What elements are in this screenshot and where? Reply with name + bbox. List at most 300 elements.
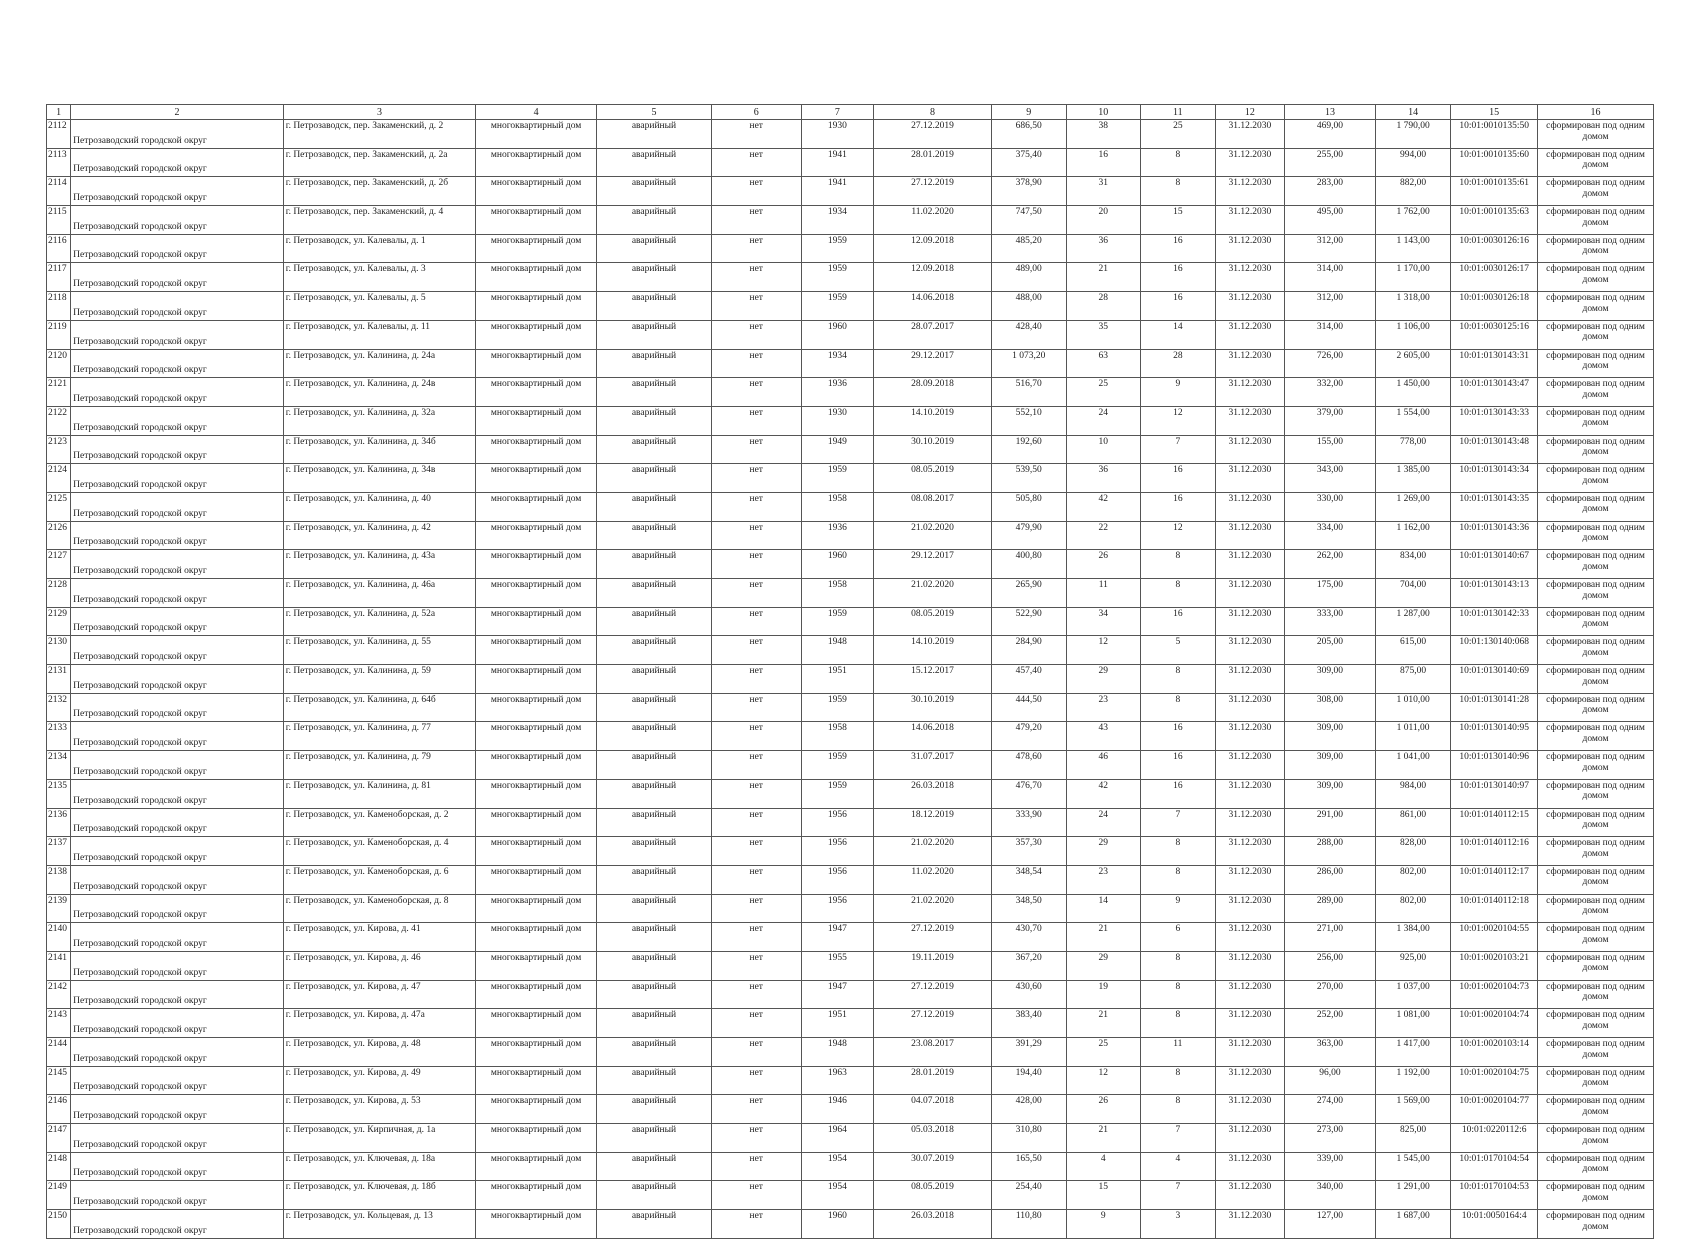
recognition-date-cell: 26.03.2018 <box>874 1210 992 1239</box>
condition-cell: аварийный <box>597 435 712 464</box>
land-status-cell: сформирован под одним домом <box>1538 923 1654 952</box>
municipality-cell: Петрозаводский городской округ <box>71 1181 284 1210</box>
land-status-cell: сформирован под одним домом <box>1538 607 1654 636</box>
row-number-cell: 2133 <box>47 722 71 751</box>
column-number-header: 3 <box>283 105 475 120</box>
deadline-cell: 31.12.2030 <box>1215 177 1285 206</box>
condition-cell: аварийный <box>597 779 712 808</box>
area-3-cell: 994,00 <box>1375 148 1451 177</box>
row-number-cell: 2142 <box>47 980 71 1009</box>
year-built-cell: 1960 <box>801 550 874 579</box>
column-number-header: 10 <box>1066 105 1141 120</box>
year-built-cell: 1959 <box>801 464 874 493</box>
flag-cell: нет <box>711 148 801 177</box>
address-cell: г. Петрозаводск, ул. Калевалы, д. 11 <box>283 320 475 349</box>
table-row <box>47 808 1654 837</box>
area-cell: 357,30 <box>991 837 1066 866</box>
municipality-cell: Петрозаводский городской округ <box>71 894 284 923</box>
cadastral-number-cell: 10:01:0130140:96 <box>1451 751 1538 780</box>
year-built-cell: 1949 <box>801 435 874 464</box>
area-3-cell: 1 143,00 <box>1375 234 1451 263</box>
building-type-cell: многоквартирный дом <box>476 1152 597 1181</box>
flag-cell: нет <box>711 808 801 837</box>
area-cell: 430,60 <box>991 980 1066 1009</box>
year-built-cell: 1930 <box>801 406 874 435</box>
building-type-cell: многоквартирный дом <box>476 808 597 837</box>
municipality-cell: Петрозаводский городской округ <box>71 951 284 980</box>
land-status-cell: сформирован под одним домом <box>1538 951 1654 980</box>
table-row <box>47 349 1654 378</box>
cadastral-number-cell: 10:01:0010135:63 <box>1451 206 1538 235</box>
area-3-cell: 1 790,00 <box>1375 120 1451 149</box>
recognition-date-cell: 08.08.2017 <box>874 492 992 521</box>
cadastral-number-cell: 10:01:0020103:21 <box>1451 951 1538 980</box>
building-type-cell: многоквартирный дом <box>476 865 597 894</box>
municipality-cell: Петрозаводский городской округ <box>71 406 284 435</box>
year-built-cell: 1946 <box>801 1095 874 1124</box>
building-type-cell: многоквартирный дом <box>476 1181 597 1210</box>
area-3-cell: 1 417,00 <box>1375 1038 1451 1067</box>
deadline-cell: 31.12.2030 <box>1215 378 1285 407</box>
municipality-cell: Петрозаводский городской округ <box>71 1066 284 1095</box>
year-built-cell: 1959 <box>801 292 874 321</box>
deadline-cell: 31.12.2030 <box>1215 636 1285 665</box>
land-status-cell: сформирован под одним домом <box>1538 1181 1654 1210</box>
year-built-cell: 1959 <box>801 234 874 263</box>
flag-cell: нет <box>711 1095 801 1124</box>
address-cell: г. Петрозаводск, пер. Закаменский, д. 4 <box>283 206 475 235</box>
deadline-cell: 31.12.2030 <box>1215 579 1285 608</box>
year-built-cell: 1951 <box>801 665 874 694</box>
residents-cell: 21 <box>1066 923 1141 952</box>
table-row <box>47 1181 1654 1210</box>
recognition-date-cell: 14.10.2019 <box>874 406 992 435</box>
units-cell: 8 <box>1141 1066 1216 1095</box>
table-row <box>47 464 1654 493</box>
land-status-cell: сформирован под одним домом <box>1538 1066 1654 1095</box>
building-type-cell: многоквартирный дом <box>476 951 597 980</box>
year-built-cell: 1956 <box>801 808 874 837</box>
recognition-date-cell: 11.02.2020 <box>874 865 992 894</box>
units-cell: 11 <box>1141 1038 1216 1067</box>
deadline-cell: 31.12.2030 <box>1215 292 1285 321</box>
municipality-cell: Петрозаводский городской округ <box>71 435 284 464</box>
cadastral-number-cell: 10:01:0130143:35 <box>1451 492 1538 521</box>
units-cell: 16 <box>1141 492 1216 521</box>
building-type-cell: многоквартирный дом <box>476 406 597 435</box>
address-cell: г. Петрозаводск, ул. Кольцевая, д. 13 <box>283 1210 475 1239</box>
cadastral-number-cell: 10:01:130140:068 <box>1451 636 1538 665</box>
address-cell: г. Петрозаводск, ул. Калинина, д. 81 <box>283 779 475 808</box>
condition-cell: аварийный <box>597 1124 712 1153</box>
area-cell: 265,90 <box>991 579 1066 608</box>
table-row <box>47 406 1654 435</box>
address-cell: г. Петрозаводск, ул. Каменоборская, д. 8 <box>283 894 475 923</box>
municipality-cell: Петрозаводский городской округ <box>71 206 284 235</box>
building-type-cell: многоквартирный дом <box>476 665 597 694</box>
residents-cell: 12 <box>1066 636 1141 665</box>
recognition-date-cell: 27.12.2019 <box>874 120 992 149</box>
recognition-date-cell: 27.12.2019 <box>874 980 992 1009</box>
table-row <box>47 148 1654 177</box>
address-cell: г. Петрозаводск, ул. Калинина, д. 42 <box>283 521 475 550</box>
deadline-cell: 31.12.2030 <box>1215 1210 1285 1239</box>
recognition-date-cell: 19.11.2019 <box>874 951 992 980</box>
building-type-cell: многоквартирный дом <box>476 722 597 751</box>
year-built-cell: 1959 <box>801 607 874 636</box>
table-row <box>47 1124 1654 1153</box>
land-status-cell: сформирован под одним домом <box>1538 722 1654 751</box>
building-type-cell: многоквартирный дом <box>476 1038 597 1067</box>
units-cell: 8 <box>1141 980 1216 1009</box>
recognition-date-cell: 21.02.2020 <box>874 579 992 608</box>
column-number-row <box>47 105 1654 120</box>
row-number-cell: 2139 <box>47 894 71 923</box>
condition-cell: аварийный <box>597 234 712 263</box>
address-cell: г. Петрозаводск, ул. Калинина, д. 34б <box>283 435 475 464</box>
recognition-date-cell: 14.06.2018 <box>874 292 992 321</box>
table-row <box>47 980 1654 1009</box>
address-cell: г. Петрозаводск, ул. Калевалы, д. 3 <box>283 263 475 292</box>
area-2-cell: 155,00 <box>1285 435 1376 464</box>
area-cell: 333,90 <box>991 808 1066 837</box>
building-type-cell: многоквартирный дом <box>476 492 597 521</box>
area-3-cell: 1 041,00 <box>1375 751 1451 780</box>
deadline-cell: 31.12.2030 <box>1215 951 1285 980</box>
flag-cell: нет <box>711 234 801 263</box>
units-cell: 8 <box>1141 579 1216 608</box>
year-built-cell: 1936 <box>801 378 874 407</box>
table-row <box>47 665 1654 694</box>
cadastral-number-cell: 10:01:0140112:18 <box>1451 894 1538 923</box>
land-status-cell: сформирован под одним домом <box>1538 1210 1654 1239</box>
area-2-cell: 270,00 <box>1285 980 1376 1009</box>
address-cell: г. Петрозаводск, пер. Закаменский, д. 2 <box>283 120 475 149</box>
municipality-cell: Петрозаводский городской округ <box>71 492 284 521</box>
area-cell: 165,50 <box>991 1152 1066 1181</box>
area-3-cell: 615,00 <box>1375 636 1451 665</box>
flag-cell: нет <box>711 865 801 894</box>
table-row <box>47 1009 1654 1038</box>
municipality-cell: Петрозаводский городской округ <box>71 607 284 636</box>
units-cell: 25 <box>1141 120 1216 149</box>
row-number-cell: 2117 <box>47 263 71 292</box>
table-row <box>47 1038 1654 1067</box>
row-number-cell: 2125 <box>47 492 71 521</box>
land-status-cell: сформирован под одним домом <box>1538 320 1654 349</box>
land-status-cell: сформирован под одним домом <box>1538 865 1654 894</box>
residents-cell: 31 <box>1066 177 1141 206</box>
units-cell: 16 <box>1141 464 1216 493</box>
row-number-cell: 2143 <box>47 1009 71 1038</box>
units-cell: 8 <box>1141 1095 1216 1124</box>
flag-cell: нет <box>711 550 801 579</box>
area-3-cell: 1 037,00 <box>1375 980 1451 1009</box>
municipality-cell: Петрозаводский городской округ <box>71 234 284 263</box>
land-status-cell: сформирован под одним домом <box>1538 406 1654 435</box>
cadastral-number-cell: 10:01:0020103:14 <box>1451 1038 1538 1067</box>
area-cell: 383,40 <box>991 1009 1066 1038</box>
building-type-cell: многоквартирный дом <box>476 120 597 149</box>
condition-cell: аварийный <box>597 120 712 149</box>
column-number-header: 2 <box>71 105 284 120</box>
table-row <box>47 894 1654 923</box>
table-row <box>47 865 1654 894</box>
units-cell: 3 <box>1141 1210 1216 1239</box>
table-row <box>47 951 1654 980</box>
address-cell: г. Петрозаводск, ул. Калинина, д. 32а <box>283 406 475 435</box>
table-row <box>47 435 1654 464</box>
address-cell: г. Петрозаводск, ул. Калинина, д. 34в <box>283 464 475 493</box>
area-2-cell: 332,00 <box>1285 378 1376 407</box>
municipality-cell: Петрозаводский городской округ <box>71 1038 284 1067</box>
condition-cell: аварийный <box>597 349 712 378</box>
condition-cell: аварийный <box>597 378 712 407</box>
address-cell: г. Петрозаводск, ул. Кирова, д. 47а <box>283 1009 475 1038</box>
municipality-cell: Петрозаводский городской округ <box>71 263 284 292</box>
residents-cell: 36 <box>1066 234 1141 263</box>
row-number-cell: 2141 <box>47 951 71 980</box>
table-row <box>47 837 1654 866</box>
table-row <box>47 1095 1654 1124</box>
row-number-cell: 2138 <box>47 865 71 894</box>
area-2-cell: 288,00 <box>1285 837 1376 866</box>
building-type-cell: многоквартирный дом <box>476 1095 597 1124</box>
units-cell: 14 <box>1141 320 1216 349</box>
area-2-cell: 363,00 <box>1285 1038 1376 1067</box>
flag-cell: нет <box>711 1152 801 1181</box>
deadline-cell: 31.12.2030 <box>1215 1066 1285 1095</box>
flag-cell: нет <box>711 779 801 808</box>
area-3-cell: 1 269,00 <box>1375 492 1451 521</box>
cadastral-number-cell: 10:01:0030126:16 <box>1451 234 1538 263</box>
residents-cell: 35 <box>1066 320 1141 349</box>
land-status-cell: сформирован под одним домом <box>1538 579 1654 608</box>
units-cell: 28 <box>1141 349 1216 378</box>
row-number-cell: 2113 <box>47 148 71 177</box>
area-cell: 478,60 <box>991 751 1066 780</box>
year-built-cell: 1963 <box>801 1066 874 1095</box>
area-2-cell: 330,00 <box>1285 492 1376 521</box>
address-cell: г. Петрозаводск, ул. Кирова, д. 49 <box>283 1066 475 1095</box>
area-2-cell: 343,00 <box>1285 464 1376 493</box>
land-status-cell: сформирован под одним домом <box>1538 120 1654 149</box>
cadastral-number-cell: 10:01:0130140:95 <box>1451 722 1538 751</box>
flag-cell: нет <box>711 923 801 952</box>
area-2-cell: 262,00 <box>1285 550 1376 579</box>
deadline-cell: 31.12.2030 <box>1215 607 1285 636</box>
cadastral-number-cell: 10:01:0130140:67 <box>1451 550 1538 579</box>
address-cell: г. Петрозаводск, ул. Ключевая, д. 18б <box>283 1181 475 1210</box>
land-status-cell: сформирован под одним домом <box>1538 779 1654 808</box>
condition-cell: аварийный <box>597 406 712 435</box>
row-number-cell: 2112 <box>47 120 71 149</box>
condition-cell: аварийный <box>597 1038 712 1067</box>
cadastral-number-cell: 10:01:0030126:18 <box>1451 292 1538 321</box>
building-type-cell: многоквартирный дом <box>476 1124 597 1153</box>
deadline-cell: 31.12.2030 <box>1215 234 1285 263</box>
residents-cell: 9 <box>1066 1210 1141 1239</box>
area-2-cell: 333,00 <box>1285 607 1376 636</box>
municipality-cell: Петрозаводский городской округ <box>71 865 284 894</box>
municipality-cell: Петрозаводский городской округ <box>71 148 284 177</box>
address-cell: г. Петрозаводск, ул. Калевалы, д. 5 <box>283 292 475 321</box>
area-2-cell: 291,00 <box>1285 808 1376 837</box>
flag-cell: нет <box>711 521 801 550</box>
residents-cell: 22 <box>1066 521 1141 550</box>
units-cell: 4 <box>1141 1152 1216 1181</box>
row-number-cell: 2150 <box>47 1210 71 1239</box>
area-cell: 310,80 <box>991 1124 1066 1153</box>
land-status-cell: сформирован под одним домом <box>1538 808 1654 837</box>
municipality-cell: Петрозаводский городской округ <box>71 1009 284 1038</box>
land-status-cell: сформирован под одним домом <box>1538 1124 1654 1153</box>
year-built-cell: 1941 <box>801 148 874 177</box>
building-type-cell: многоквартирный дом <box>476 579 597 608</box>
area-3-cell: 1 081,00 <box>1375 1009 1451 1038</box>
area-2-cell: 314,00 <box>1285 320 1376 349</box>
area-cell: 367,20 <box>991 951 1066 980</box>
cadastral-number-cell: 10:01:0140112:15 <box>1451 808 1538 837</box>
condition-cell: аварийный <box>597 980 712 1009</box>
recognition-date-cell: 27.12.2019 <box>874 923 992 952</box>
table-row <box>47 177 1654 206</box>
deadline-cell: 31.12.2030 <box>1215 837 1285 866</box>
municipality-cell: Петрозаводский городской округ <box>71 378 284 407</box>
residents-cell: 4 <box>1066 1152 1141 1181</box>
residents-cell: 38 <box>1066 120 1141 149</box>
condition-cell: аварийный <box>597 665 712 694</box>
recognition-date-cell: 12.09.2018 <box>874 263 992 292</box>
cadastral-number-cell: 10:01:0130143:31 <box>1451 349 1538 378</box>
building-type-cell: многоквартирный дом <box>476 837 597 866</box>
area-3-cell: 1 291,00 <box>1375 1181 1451 1210</box>
units-cell: 8 <box>1141 865 1216 894</box>
recognition-date-cell: 28.01.2019 <box>874 1066 992 1095</box>
deadline-cell: 31.12.2030 <box>1215 349 1285 378</box>
area-3-cell: 704,00 <box>1375 579 1451 608</box>
condition-cell: аварийный <box>597 1009 712 1038</box>
address-cell: г. Петрозаводск, ул. Калинина, д. 64б <box>283 693 475 722</box>
address-cell: г. Петрозаводск, ул. Калинина, д. 40 <box>283 492 475 521</box>
year-built-cell: 1934 <box>801 206 874 235</box>
flag-cell: нет <box>711 1066 801 1095</box>
row-number-cell: 2137 <box>47 837 71 866</box>
area-3-cell: 1 010,00 <box>1375 693 1451 722</box>
land-status-cell: сформирован под одним домом <box>1538 980 1654 1009</box>
area-2-cell: 271,00 <box>1285 923 1376 952</box>
year-built-cell: 1960 <box>801 320 874 349</box>
area-2-cell: 309,00 <box>1285 751 1376 780</box>
area-2-cell: 255,00 <box>1285 148 1376 177</box>
flag-cell: нет <box>711 722 801 751</box>
row-number-cell: 2122 <box>47 406 71 435</box>
area-cell: 192,60 <box>991 435 1066 464</box>
column-number-header: 16 <box>1538 105 1654 120</box>
area-3-cell: 1 545,00 <box>1375 1152 1451 1181</box>
building-type-cell: многоквартирный дом <box>476 320 597 349</box>
land-status-cell: сформирован под одним домом <box>1538 1038 1654 1067</box>
land-status-cell: сформирован под одним домом <box>1538 1152 1654 1181</box>
cadastral-number-cell: 10:01:0130143:34 <box>1451 464 1538 493</box>
deadline-cell: 31.12.2030 <box>1215 435 1285 464</box>
area-3-cell: 828,00 <box>1375 837 1451 866</box>
deadline-cell: 31.12.2030 <box>1215 722 1285 751</box>
area-3-cell: 1 318,00 <box>1375 292 1451 321</box>
condition-cell: аварийный <box>597 751 712 780</box>
municipality-cell: Петрозаводский городской округ <box>71 120 284 149</box>
recognition-date-cell: 30.07.2019 <box>874 1152 992 1181</box>
cadastral-number-cell: 10:01:0130143:48 <box>1451 435 1538 464</box>
residents-cell: 26 <box>1066 1095 1141 1124</box>
condition-cell: аварийный <box>597 951 712 980</box>
flag-cell: нет <box>711 579 801 608</box>
building-type-cell: многоквартирный дом <box>476 148 597 177</box>
area-2-cell: 309,00 <box>1285 722 1376 751</box>
deadline-cell: 31.12.2030 <box>1215 406 1285 435</box>
address-cell: г. Петрозаводск, пер. Закаменский, д. 2а <box>283 148 475 177</box>
building-type-cell: многоквартирный дом <box>476 349 597 378</box>
area-2-cell: 252,00 <box>1285 1009 1376 1038</box>
area-2-cell: 469,00 <box>1285 120 1376 149</box>
area-cell: 378,90 <box>991 177 1066 206</box>
table-row <box>47 292 1654 321</box>
land-status-cell: сформирован под одним домом <box>1538 263 1654 292</box>
year-built-cell: 1954 <box>801 1152 874 1181</box>
housing-register-table <box>46 104 1654 1239</box>
land-status-cell: сформирован под одним домом <box>1538 148 1654 177</box>
area-3-cell: 984,00 <box>1375 779 1451 808</box>
deadline-cell: 31.12.2030 <box>1215 1181 1285 1210</box>
cadastral-number-cell: 10:01:0020104:74 <box>1451 1009 1538 1038</box>
residents-cell: 19 <box>1066 980 1141 1009</box>
residents-cell: 63 <box>1066 349 1141 378</box>
units-cell: 7 <box>1141 435 1216 464</box>
year-built-cell: 1958 <box>801 722 874 751</box>
units-cell: 8 <box>1141 693 1216 722</box>
flag-cell: нет <box>711 894 801 923</box>
table-row <box>47 1152 1654 1181</box>
land-status-cell: сформирован под одним домом <box>1538 894 1654 923</box>
condition-cell: аварийный <box>597 894 712 923</box>
year-built-cell: 1956 <box>801 837 874 866</box>
address-cell: г. Петрозаводск, ул. Калинина, д. 46а <box>283 579 475 608</box>
cadastral-number-cell: 10:01:0130141:28 <box>1451 693 1538 722</box>
units-cell: 8 <box>1141 550 1216 579</box>
land-status-cell: сформирован под одним домом <box>1538 378 1654 407</box>
cadastral-number-cell: 10:01:0130143:33 <box>1451 406 1538 435</box>
year-built-cell: 1948 <box>801 636 874 665</box>
year-built-cell: 1934 <box>801 349 874 378</box>
row-number-cell: 2144 <box>47 1038 71 1067</box>
units-cell: 12 <box>1141 406 1216 435</box>
condition-cell: аварийный <box>597 923 712 952</box>
recognition-date-cell: 04.07.2018 <box>874 1095 992 1124</box>
area-2-cell: 256,00 <box>1285 951 1376 980</box>
area-2-cell: 274,00 <box>1285 1095 1376 1124</box>
table-row <box>47 206 1654 235</box>
land-status-cell: сформирован под одним домом <box>1538 292 1654 321</box>
area-3-cell: 1 687,00 <box>1375 1210 1451 1239</box>
cadastral-number-cell: 10:01:0020104:75 <box>1451 1066 1538 1095</box>
area-cell: 476,70 <box>991 779 1066 808</box>
condition-cell: аварийный <box>597 1066 712 1095</box>
building-type-cell: многоквартирный дом <box>476 779 597 808</box>
land-status-cell: сформирован под одним домом <box>1538 492 1654 521</box>
municipality-cell: Петрозаводский городской округ <box>71 177 284 206</box>
year-built-cell: 1959 <box>801 751 874 780</box>
municipality-cell: Петрозаводский городской округ <box>71 292 284 321</box>
